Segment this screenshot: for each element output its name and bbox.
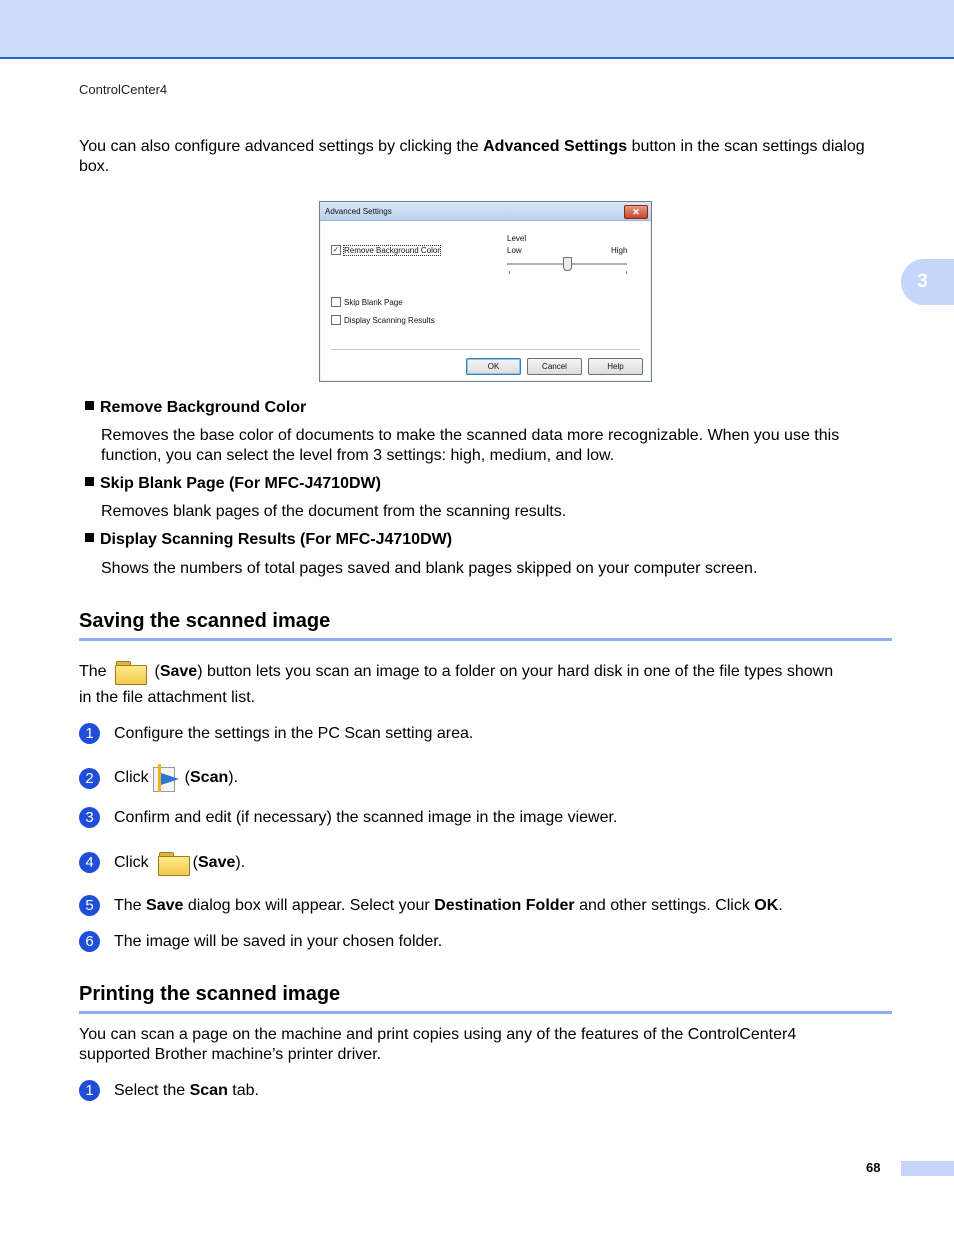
- slider-tick-high: [626, 271, 627, 274]
- step-number-badge: 2: [79, 768, 100, 789]
- remove-background-checkbox[interactable]: ✓: [332, 245, 340, 254]
- slider-tick-low: [509, 271, 510, 274]
- bullet-title-remove-background: Remove Background Color: [85, 398, 306, 418]
- dialog-separator: [331, 349, 640, 350]
- step-number-badge: 5: [79, 895, 100, 916]
- bullet-title-skip-blank: Skip Blank Page (For MFC-J4710DW): [85, 474, 381, 494]
- step-number-badge: 4: [79, 852, 100, 873]
- printing-intro: You can scan a page on the machine and print copies using any of the features of the ControlCenter4 supported Brother machine’s printer driver.: [79, 1026, 797, 1063]
- skip-blank-checkbox[interactable]: [331, 297, 341, 307]
- skip-blank-label: Skip Blank Page: [344, 297, 403, 307]
- header-band: [0, 0, 954, 59]
- level-slider-thumb[interactable]: [563, 257, 572, 271]
- saving-step-1: 1 Configure the settings in the PC Scan setting area.: [79, 723, 473, 744]
- saving-step-4: 4 Click (Save).: [79, 850, 245, 875]
- level-high-label: High: [611, 246, 628, 255]
- dialog-title: Advanced Settings: [325, 207, 392, 216]
- intro-paragraph: You can also configure advanced settings by clicking the Advanced Settings button in the scan settings dialog box.: [79, 138, 865, 175]
- skip-blank-checkbox-row[interactable]: [331, 297, 403, 307]
- saving-step-6: 6 The image will be saved in your chosen folder.: [79, 931, 442, 952]
- bullet-title-display-results: Display Scanning Results (For MFC-J4710DW): [85, 530, 452, 550]
- level-label: Level: [507, 234, 527, 243]
- saving-intro-line2: in the file attachment list.: [79, 689, 256, 706]
- bullet-square-icon: [85, 401, 94, 410]
- running-head: ControlCenter4: [79, 82, 168, 97]
- printing-step-1: 1 Select the Scan tab.: [79, 1080, 259, 1101]
- step-number-badge: 3: [79, 807, 100, 828]
- folder-icon: [157, 850, 190, 875]
- saving-step-2: 2 Click (Scan).: [79, 764, 238, 792]
- ok-button[interactable]: OK: [466, 358, 521, 375]
- display-results-checkbox[interactable]: [331, 315, 341, 325]
- advanced-settings-dialog: [319, 201, 652, 382]
- step-number-badge: 1: [79, 1080, 100, 1101]
- heading-printing: Printing the scanned image: [79, 982, 892, 1014]
- dialog-title-bar: [320, 202, 651, 221]
- remove-background-checkbox-row[interactable]: [331, 245, 440, 255]
- bullet-square-icon: [85, 533, 94, 542]
- scan-icon: [152, 764, 182, 792]
- display-results-label: Display Scanning Results: [344, 315, 435, 325]
- bullet-body-remove-background: Removes the base color of documents to make the scanned data more recognizable. When you use this function, you can select the level from 3 settings: high, medium, and low.: [101, 427, 840, 464]
- saving-step-5: 5 The Save dialog box will appear. Select your Destination Folder and other settings. Click OK.: [79, 895, 783, 916]
- dialog-body: [321, 221, 650, 380]
- bullet-body-display-results: Shows the numbers of total pages saved and blank pages skipped on your computer screen.: [101, 560, 758, 577]
- step-number-badge: 6: [79, 931, 100, 952]
- close-icon[interactable]: ✕: [624, 205, 648, 219]
- remove-background-label: Remove Background Color: [344, 245, 441, 255]
- bullet-body-skip-blank: Removes blank pages of the document from the scanning results.: [101, 503, 567, 520]
- saving-intro: The (Save) button lets you scan an image to a folder on your hard disk in one of the file types shown: [79, 658, 894, 686]
- cancel-button[interactable]: Cancel: [527, 358, 582, 375]
- display-results-checkbox-row[interactable]: [331, 315, 435, 325]
- page-number: 68: [866, 1160, 881, 1175]
- step-number-badge: 1: [79, 723, 100, 744]
- level-low-label: Low: [507, 246, 522, 255]
- bullet-square-icon: [85, 477, 94, 486]
- page-number-band: [901, 1161, 954, 1176]
- heading-saving: Saving the scanned image: [79, 609, 892, 641]
- folder-icon: [114, 659, 147, 684]
- chapter-tab: 3: [901, 259, 954, 305]
- saving-step-3: 3 Confirm and edit (if necessary) the scanned image in the image viewer.: [79, 807, 617, 828]
- help-button[interactable]: Help: [588, 358, 643, 375]
